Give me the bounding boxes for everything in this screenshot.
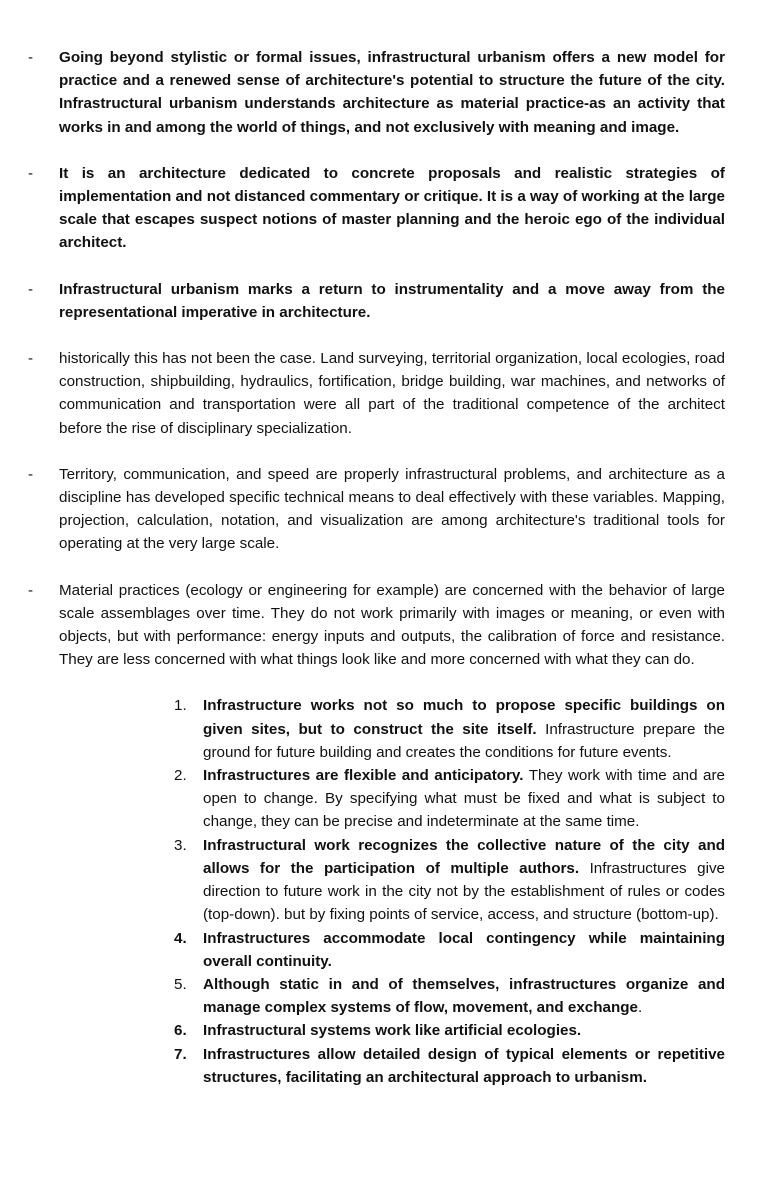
item-rest-text: Infrastructures give direction to future work in the city not by the establishment of rules or codes (top-down). but by fixing points of service, access, and structure (bottom-up). xyxy=(203,859,725,924)
bullet-item xyxy=(28,278,725,324)
numbered-list xyxy=(174,694,725,1088)
item-rest-text: . xyxy=(637,999,643,1017)
item-text xyxy=(203,1043,725,1089)
numbered-item xyxy=(174,973,725,1019)
item-rest-text: They work with time and are open to change. By specifying what must be fixed and what is subject to change, they can be precise and indeterminate at the same time. xyxy=(203,767,725,831)
item-bold-text: Infrastructural work recognizes the collective nature of the city and allows for the participation of multiple authors. xyxy=(203,836,725,877)
numbered-item xyxy=(174,1043,725,1089)
bullet-text: historically this has not been the case. Land surveying, territorial organization, local ecologies, road construction, shipbuilding, hydraulics, fortification, bridge building, war machines, and networks of communication and transportation were all part of the traditional competence of the architect before the rise of disciplinary specialization. xyxy=(59,350,725,437)
numbered-item xyxy=(174,694,725,764)
bullet-marker: - xyxy=(28,465,34,483)
bullet-text: It is an architecture dedicated to concrete proposals and realistic strategies of implementation and not distanced commentary or critique. It is a way of working at the large scale that escapes suspect notions of master planning and the heroic ego of the individual architect. xyxy=(59,164,725,252)
numbered-item xyxy=(174,764,725,834)
item-bold-text: Infrastructures accommodate local contingency while maintaining overall continuity. xyxy=(203,929,725,970)
bullet-marker: - xyxy=(28,49,34,66)
item-text xyxy=(203,1019,725,1042)
bullet-text: Territory, communication, and speed are properly infrastructural problems, and architecture as a discipline has developed specific technical means to deal effectively with these variables. Mapping, projection, calculation, notation, and visualization are among architecture's traditional tools for operating at the very large scale. xyxy=(59,465,725,553)
numbered-item xyxy=(174,1019,725,1042)
bullet-marker: - xyxy=(28,350,34,368)
bullet-list xyxy=(28,46,725,671)
bullet-item xyxy=(28,46,725,139)
item-bold-text: Infrastructures allow detailed design of typical elements or repetitive structures, facilitating an architectural approach to urbanism. xyxy=(203,1045,725,1086)
bullet-marker: - xyxy=(28,581,34,599)
item-rest-text: Infrastructure prepare the ground for future building and creates the conditions for future events. xyxy=(203,720,725,761)
numbered-item xyxy=(174,927,725,973)
bullet-text: Material practices (ecology or engineering for example) are concerned with the behavior of large scale assemblages over time. They do not work primarily with images or meaning, or even with objects, but with performance: energy inputs and outputs, the calibration of force and resistance. They are less concerned with what things look like and more concerned with what they can do. xyxy=(59,581,725,669)
item-text xyxy=(203,927,725,973)
item-number: 3. xyxy=(174,836,187,854)
bullet-text: Infrastructural urbanism marks a return to instrumentality and a move away from the representational imperative in architecture. xyxy=(59,280,725,321)
numbered-item xyxy=(174,834,725,927)
bullet-item xyxy=(28,347,725,440)
bullet-item xyxy=(28,579,725,672)
item-number: 5. xyxy=(174,975,187,993)
item-number: 1. xyxy=(174,697,187,715)
bullet-marker: - xyxy=(28,164,34,182)
bullet-marker: - xyxy=(28,280,34,298)
item-bold-text: Although static in and of themselves, infrastructures organize and manage complex systems of flow, movement, and exchange xyxy=(203,975,725,1017)
bullet-text: Going beyond stylistic or formal issues, infrastructural urbanism offers a new model for practice and a renewed sense of architecture's potential to structure the future of the city. Infrastructural urbanism understands architecture as material practice-as an activity that works in and among the world of things, and not exclusively with meaning and image. xyxy=(59,49,725,136)
item-text xyxy=(203,764,725,834)
item-text xyxy=(203,834,725,927)
item-bold-text: Infrastructural systems work like artificial ecologies. xyxy=(203,1022,582,1040)
bullet-item xyxy=(28,463,725,556)
item-number: 6. xyxy=(174,1022,187,1040)
item-bold-text: Infrastructure works not so much to propose specific buildings on given sites, but to construct the site itself. xyxy=(203,697,725,738)
item-number: 4. xyxy=(174,929,187,947)
item-text xyxy=(203,694,725,764)
item-number: 7. xyxy=(174,1045,187,1063)
bullet-item xyxy=(28,162,725,255)
item-number: 2. xyxy=(174,767,187,785)
item-text xyxy=(203,973,725,1019)
item-bold-text: Infrastructures are flexible and anticipatory. xyxy=(203,767,524,785)
